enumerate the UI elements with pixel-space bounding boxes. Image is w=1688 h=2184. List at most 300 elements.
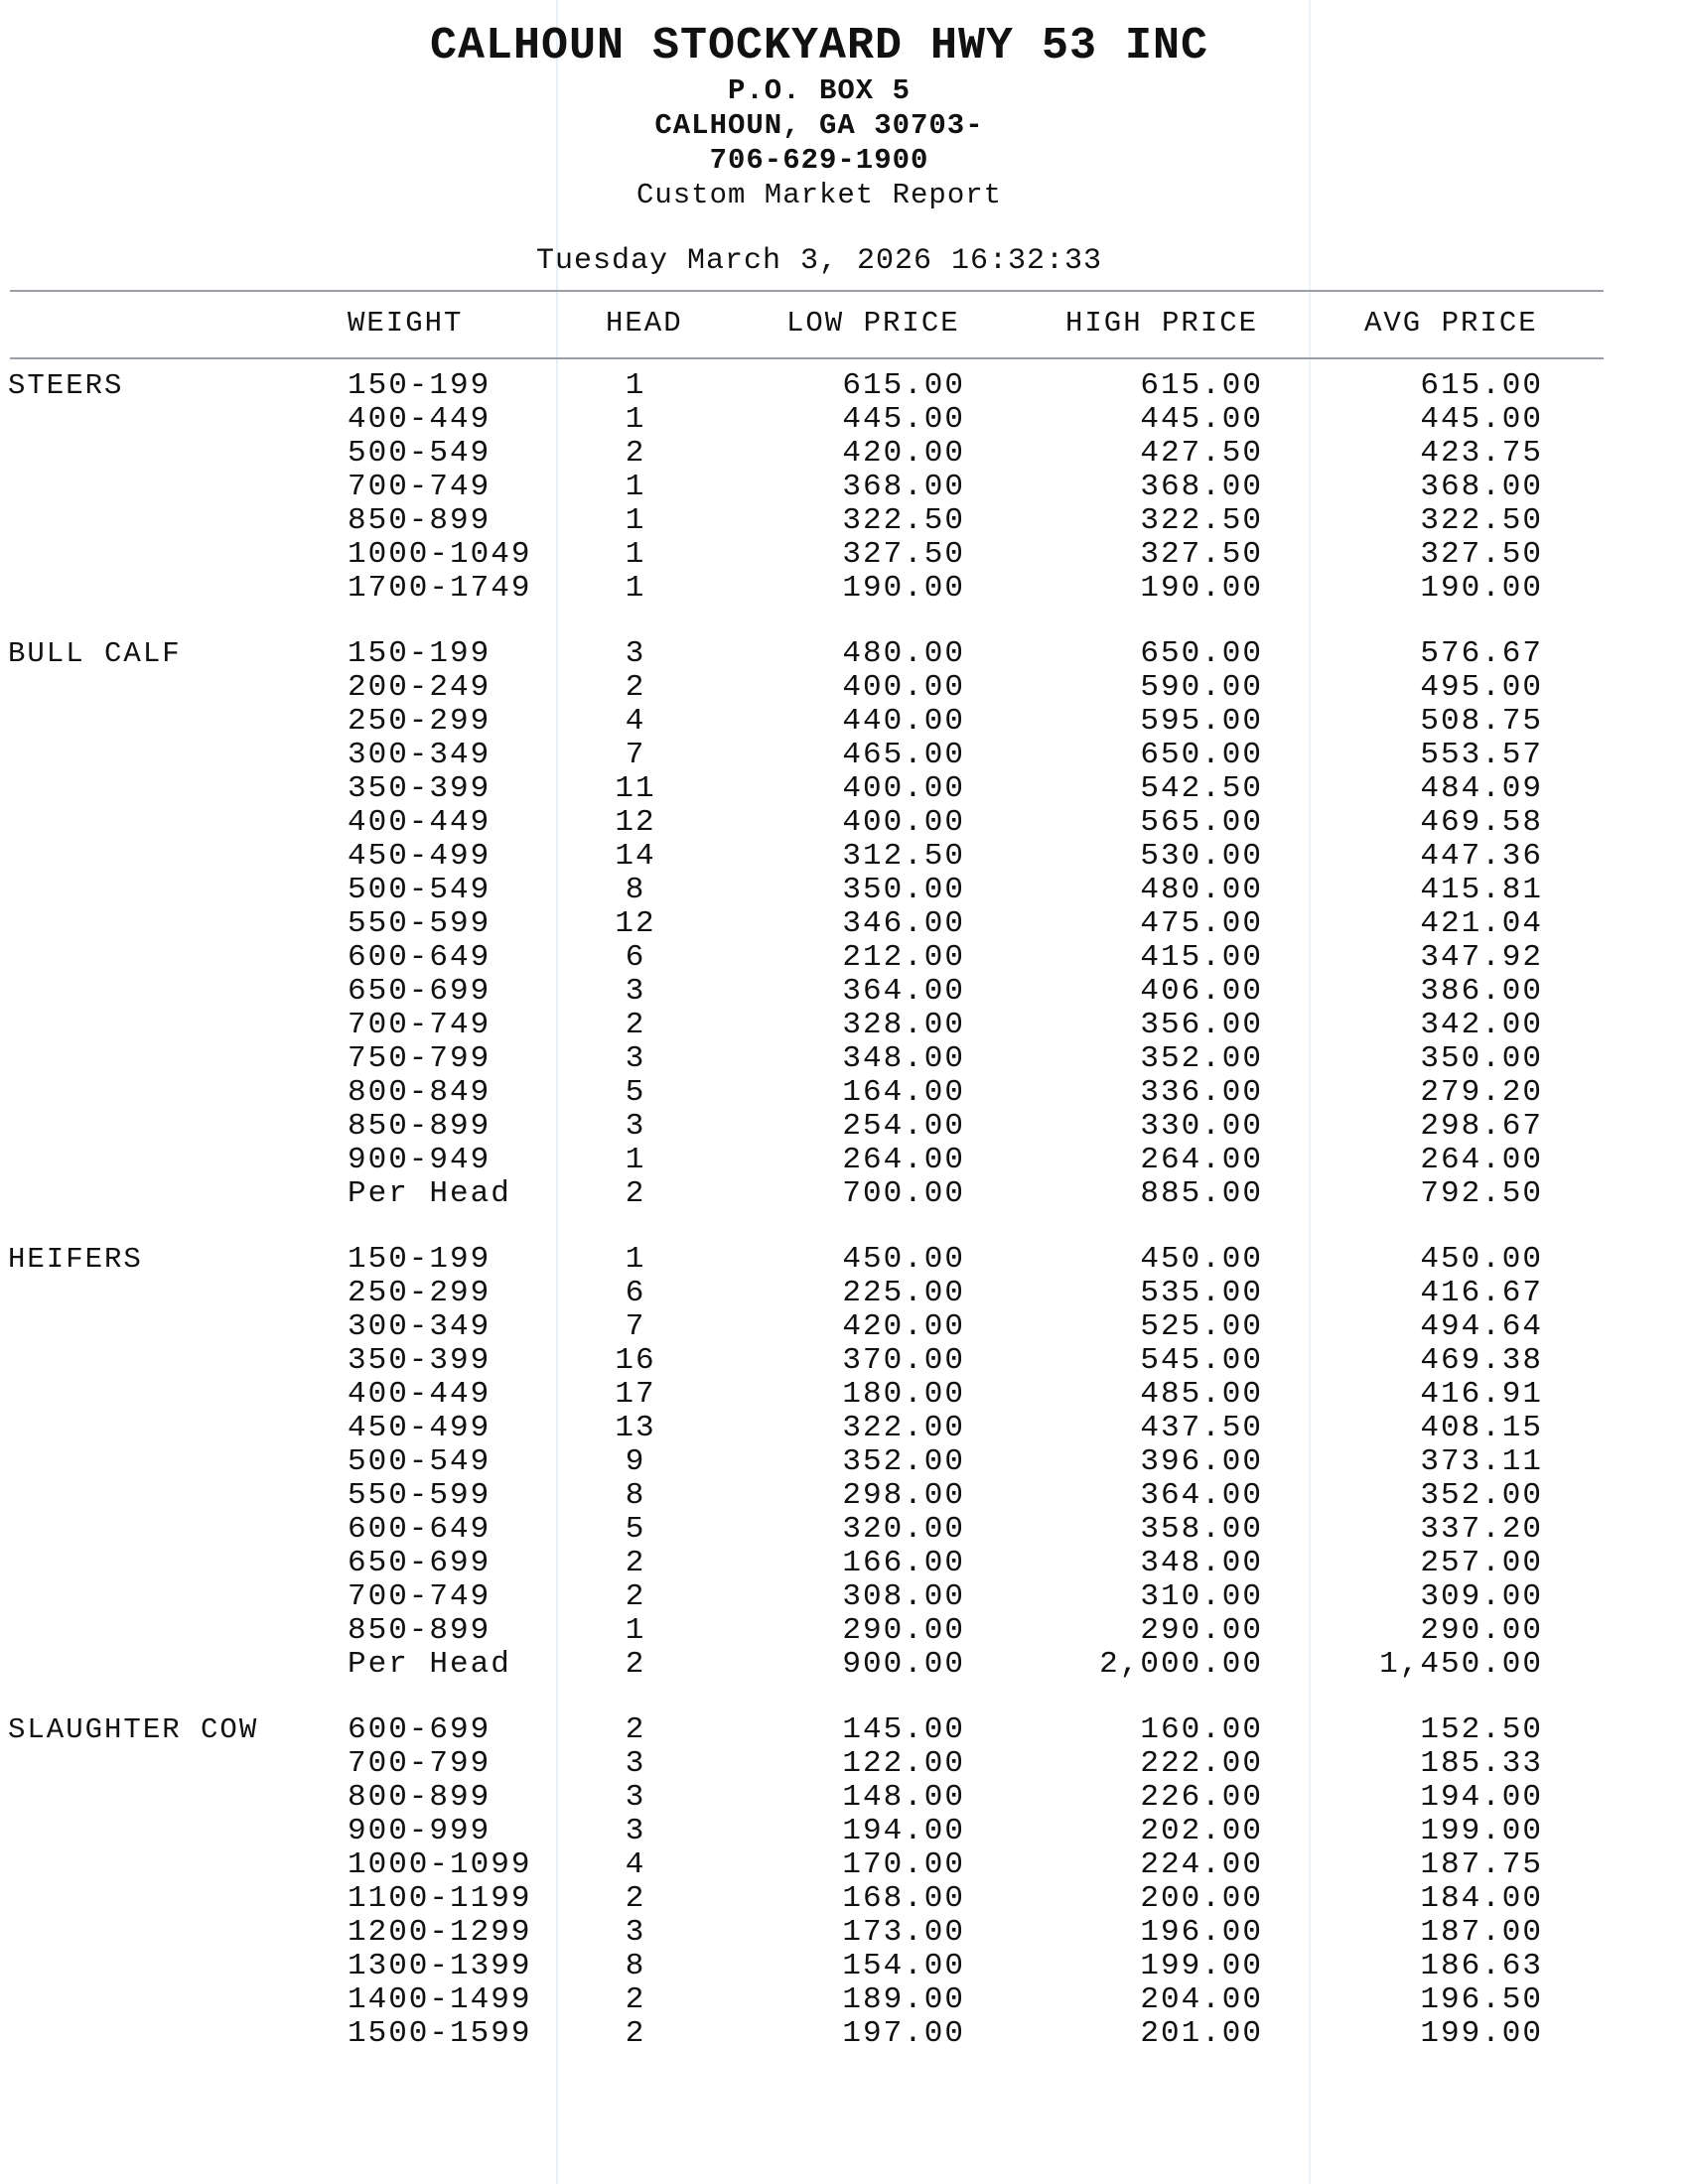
weight-cell: 600-699 [348,1712,492,1747]
table-row [0,941,1688,975]
weight-cell: 700-749 [348,470,492,504]
avg-price-cell: 373.11 [1420,1444,1543,1479]
section-label: SLAUGHTER COW [8,1713,259,1746]
high-price-cell: 310.00 [1140,1579,1263,1614]
table-row [0,1648,1688,1682]
table-row [0,1713,1688,1747]
weight-cell: 200-249 [348,670,492,705]
low-price-cell: 225.00 [842,1276,965,1310]
weight-cell: 450-499 [348,839,492,874]
table-row [0,1378,1688,1412]
low-price-cell: 212.00 [842,940,965,975]
head-cell: 3 [625,974,646,1009]
high-price-cell: 202.00 [1140,1814,1263,1848]
high-price-cell: 264.00 [1140,1143,1263,1177]
weight-cell: 750-799 [348,1041,492,1076]
low-price-cell: 322.00 [842,1411,965,1445]
table-row [0,1916,1688,1950]
section-heifers [0,1243,1688,1682]
head-cell: 1 [625,571,646,606]
table-row [0,1747,1688,1781]
weight-cell: 450-499 [348,1411,492,1445]
high-price-cell: 615.00 [1140,368,1263,403]
table-row [0,1950,1688,1983]
table-row [0,1445,1688,1479]
avg-price-cell: 484.09 [1420,771,1543,806]
weight-cell: 1000-1049 [348,537,532,572]
low-price-cell: 168.00 [842,1881,965,1916]
weight-cell: Per Head [348,1176,511,1211]
low-price-cell: 264.00 [842,1143,965,1177]
weight-cell: 150-199 [348,1242,492,1277]
avg-price-cell: 415.81 [1420,873,1543,907]
avg-price-cell: 368.00 [1420,470,1543,504]
weight-cell: 1000-1099 [348,1847,532,1882]
head-cell: 6 [625,940,646,975]
table-row [0,1310,1688,1344]
low-price-cell: 480.00 [842,636,965,671]
high-price-cell: 364.00 [1140,1478,1263,1513]
high-price-cell: 396.00 [1140,1444,1263,1479]
head-cell: 6 [625,1276,646,1310]
avg-price-cell: 494.64 [1420,1309,1543,1344]
high-price-cell: 356.00 [1140,1008,1263,1042]
high-price-cell: 201.00 [1140,2016,1263,2051]
avg-price-cell: 185.33 [1420,1746,1543,1781]
weight-cell: 550-599 [348,1478,492,1513]
table-row [0,907,1688,941]
avg-price-cell: 199.00 [1420,2016,1543,2051]
table-row [0,1076,1688,1110]
column-header-weight: WEIGHT [348,307,464,340]
head-cell: 1 [625,470,646,504]
head-cell: 7 [625,1309,646,1344]
head-cell: 17 [615,1377,656,1412]
head-cell: 3 [625,636,646,671]
low-price-cell: 154.00 [842,1949,965,1983]
high-price-cell: 565.00 [1140,805,1263,840]
head-cell: 2 [625,436,646,471]
low-price-cell: 445.00 [842,402,965,437]
avg-price-cell: 1,450.00 [1379,1647,1543,1682]
weight-cell: 700-749 [348,1008,492,1042]
low-price-cell: 308.00 [842,1579,965,1614]
header-rule-bottom [10,357,1604,359]
low-price-cell: 700.00 [842,1176,965,1211]
low-price-cell: 327.50 [842,537,965,572]
avg-price-cell: 445.00 [1420,402,1543,437]
weight-cell: 1200-1299 [348,1915,532,1950]
weight-cell: 600-649 [348,1512,492,1547]
weight-cell: 1100-1199 [348,1881,532,1916]
low-price-cell: 164.00 [842,1075,965,1110]
weight-cell: 500-549 [348,1444,492,1479]
high-price-cell: 190.00 [1140,571,1263,606]
weight-cell: 700-749 [348,1579,492,1614]
table-row [0,1781,1688,1815]
low-price-cell: 465.00 [842,738,965,772]
head-cell: 4 [625,704,646,739]
high-price-cell: 368.00 [1140,470,1263,504]
high-price-cell: 224.00 [1140,1847,1263,1882]
table-row [0,874,1688,907]
table-row [0,1614,1688,1648]
high-price-cell: 480.00 [1140,873,1263,907]
section-label: STEERS [8,369,124,402]
table-row [0,403,1688,437]
high-price-cell: 336.00 [1140,1075,1263,1110]
avg-price-cell: 196.50 [1420,1982,1543,2017]
low-price-cell: 364.00 [842,974,965,1009]
head-cell: 14 [615,839,656,874]
head-cell: 8 [625,873,646,907]
high-price-cell: 650.00 [1140,636,1263,671]
head-cell: 5 [625,1075,646,1110]
high-price-cell: 445.00 [1140,402,1263,437]
head-cell: 12 [615,805,656,840]
avg-price-cell: 309.00 [1420,1579,1543,1614]
table-row [0,806,1688,840]
low-price-cell: 322.50 [842,503,965,538]
high-price-cell: 595.00 [1140,704,1263,739]
high-price-cell: 358.00 [1140,1512,1263,1547]
low-price-cell: 298.00 [842,1478,965,1513]
weight-cell: 350-399 [348,771,492,806]
avg-price-cell: 257.00 [1420,1546,1543,1580]
weight-cell: 1300-1399 [348,1949,532,1983]
weight-cell: 500-549 [348,873,492,907]
high-price-cell: 196.00 [1140,1915,1263,1950]
low-price-cell: 368.00 [842,470,965,504]
high-price-cell: 437.50 [1140,1411,1263,1445]
avg-price-cell: 469.58 [1420,805,1543,840]
head-cell: 1 [625,368,646,403]
head-cell: 5 [625,1512,646,1547]
weight-cell: 300-349 [348,1309,492,1344]
high-price-cell: 322.50 [1140,503,1263,538]
avg-price-cell: 152.50 [1420,1712,1543,1747]
head-cell: 2 [625,1881,646,1916]
weight-cell: 550-599 [348,906,492,941]
avg-price-cell: 352.00 [1420,1478,1543,1513]
table-row [0,1580,1688,1614]
avg-price-cell: 184.00 [1420,1881,1543,1916]
report-title: Custom Market Report [635,179,1003,211]
city-state-zip: CALHOUN, GA 30703- [654,109,984,142]
weight-cell: 800-899 [348,1780,492,1815]
report-datetime: Tuesday March 3, 2026 16:32:33 [535,244,1103,278]
avg-price-cell: 423.75 [1420,436,1543,471]
weight-cell: 850-899 [348,503,492,538]
head-cell: 3 [625,1780,646,1815]
low-price-cell: 189.00 [842,1982,965,2017]
low-price-cell: 170.00 [842,1847,965,1882]
head-cell: 8 [625,1478,646,1513]
table-row [0,1344,1688,1378]
low-price-cell: 615.00 [842,368,965,403]
section-slaughter-cow [0,1713,1688,2051]
section-label: BULL CALF [8,637,182,670]
avg-price-cell: 416.67 [1420,1276,1543,1310]
low-price-cell: 370.00 [842,1343,965,1378]
head-cell: 1 [625,1143,646,1177]
high-price-cell: 352.00 [1140,1041,1263,1076]
avg-price-cell: 279.20 [1420,1075,1543,1110]
avg-price-cell: 187.75 [1420,1847,1543,1882]
table-row [0,1513,1688,1547]
table-row [0,975,1688,1009]
low-price-cell: 328.00 [842,1008,965,1042]
avg-price-cell: 342.00 [1420,1008,1543,1042]
weight-cell: 900-949 [348,1143,492,1177]
weight-cell: 1500-1599 [348,2016,532,2051]
head-cell: 3 [625,1041,646,1076]
table-row [0,1009,1688,1042]
weight-cell: 300-349 [348,738,492,772]
high-price-cell: 525.00 [1140,1309,1263,1344]
low-price-cell: 290.00 [842,1613,965,1648]
table-row [0,538,1688,572]
weight-cell: 600-649 [348,940,492,975]
head-cell: 12 [615,906,656,941]
report-header [0,20,1638,279]
avg-price-cell: 450.00 [1420,1242,1543,1277]
table-row [0,1547,1688,1580]
column-header-high-price: HIGH PRICE [1065,307,1259,340]
low-price-cell: 350.00 [842,873,965,907]
weight-cell: Per Head [348,1647,511,1682]
high-price-cell: 650.00 [1140,738,1263,772]
table-row [0,739,1688,772]
high-price-cell: 885.00 [1140,1176,1263,1211]
avg-price-cell: 408.15 [1420,1411,1543,1445]
low-price-cell: 320.00 [842,1512,965,1547]
head-cell: 2 [625,1647,646,1682]
high-price-cell: 590.00 [1140,670,1263,705]
high-price-cell: 427.50 [1140,436,1263,471]
weight-cell: 400-449 [348,805,492,840]
high-price-cell: 475.00 [1140,906,1263,941]
low-price-cell: 122.00 [842,1746,965,1781]
high-price-cell: 535.00 [1140,1276,1263,1310]
table-row [0,1848,1688,1882]
header-rule-top [10,290,1604,292]
weight-cell: 700-799 [348,1746,492,1781]
head-cell: 9 [625,1444,646,1479]
head-cell: 2 [625,1546,646,1580]
avg-price-cell: 298.67 [1420,1109,1543,1144]
weight-cell: 900-999 [348,1814,492,1848]
section-label: HEIFERS [8,1243,143,1276]
high-price-cell: 2,000.00 [1099,1647,1263,1682]
low-price-cell: 197.00 [842,2016,965,2051]
table-row [0,1412,1688,1445]
weight-cell: 650-699 [348,1546,492,1580]
low-price-cell: 190.00 [842,571,965,606]
weight-cell: 850-899 [348,1109,492,1144]
avg-price-cell: 792.50 [1420,1176,1543,1211]
avg-price-cell: 495.00 [1420,670,1543,705]
head-cell: 2 [625,1982,646,2017]
weight-cell: 350-399 [348,1343,492,1378]
table-row [0,1815,1688,1848]
high-price-cell: 200.00 [1140,1881,1263,1916]
table-row [0,1243,1688,1277]
table-row [0,369,1688,403]
head-cell: 11 [615,771,656,806]
avg-price-cell: 508.75 [1420,704,1543,739]
table-row [0,1177,1688,1211]
head-cell: 1 [625,1242,646,1277]
low-price-cell: 352.00 [842,1444,965,1479]
low-price-cell: 400.00 [842,771,965,806]
avg-price-cell: 186.63 [1420,1949,1543,1983]
table-row [0,1277,1688,1310]
high-price-cell: 348.00 [1140,1546,1263,1580]
head-cell: 3 [625,1915,646,1950]
po-box: P.O. BOX 5 [727,74,912,107]
avg-price-cell: 469.38 [1420,1343,1543,1378]
high-price-cell: 406.00 [1140,974,1263,1009]
avg-price-cell: 290.00 [1420,1613,1543,1648]
avg-price-cell: 553.57 [1420,738,1543,772]
low-price-cell: 420.00 [842,436,965,471]
high-price-cell: 450.00 [1140,1242,1263,1277]
section-steers [0,369,1688,606]
table-row [0,637,1688,671]
avg-price-cell: 347.92 [1420,940,1543,975]
head-cell: 1 [625,402,646,437]
table-row [0,671,1688,705]
high-price-cell: 290.00 [1140,1613,1263,1648]
table-row [0,840,1688,874]
head-cell: 7 [625,738,646,772]
head-cell: 2 [625,1712,646,1747]
head-cell: 4 [625,1847,646,1882]
weight-cell: 500-549 [348,436,492,471]
phone-number: 706-629-1900 [709,144,929,177]
weight-cell: 1700-1749 [348,571,532,606]
head-cell: 3 [625,1109,646,1144]
weight-cell: 250-299 [348,704,492,739]
head-cell: 2 [625,1176,646,1211]
low-price-cell: 180.00 [842,1377,965,1412]
avg-price-cell: 194.00 [1420,1780,1543,1815]
table-row [0,572,1688,606]
head-cell: 2 [625,1579,646,1614]
head-cell: 13 [615,1411,656,1445]
high-price-cell: 530.00 [1140,839,1263,874]
head-cell: 8 [625,1949,646,1983]
low-price-cell: 348.00 [842,1041,965,1076]
avg-price-cell: 264.00 [1420,1143,1543,1177]
table-row [0,772,1688,806]
weight-cell: 400-449 [348,402,492,437]
section-bull-calf [0,637,1688,1211]
avg-price-cell: 199.00 [1420,1814,1543,1848]
head-cell: 16 [615,1343,656,1378]
low-price-cell: 450.00 [842,1242,965,1277]
avg-price-cell: 322.50 [1420,503,1543,538]
column-header-low-price: LOW PRICE [786,307,960,340]
high-price-cell: 415.00 [1140,940,1263,975]
avg-price-cell: 350.00 [1420,1041,1543,1076]
low-price-cell: 400.00 [842,805,965,840]
weight-cell: 250-299 [348,1276,492,1310]
weight-cell: 800-849 [348,1075,492,1110]
high-price-cell: 226.00 [1140,1780,1263,1815]
head-cell: 3 [625,1814,646,1848]
head-cell: 2 [625,670,646,705]
table-row [0,1144,1688,1177]
weight-cell: 400-449 [348,1377,492,1412]
market-table [0,369,1688,2083]
avg-price-cell: 447.36 [1420,839,1543,874]
table-row [0,705,1688,739]
low-price-cell: 312.50 [842,839,965,874]
high-price-cell: 545.00 [1140,1343,1263,1378]
low-price-cell: 254.00 [842,1109,965,1144]
avg-price-cell: 386.00 [1420,974,1543,1009]
low-price-cell: 173.00 [842,1915,965,1950]
avg-price-cell: 187.00 [1420,1915,1543,1950]
column-header-avg-price: AVG PRICE [1364,307,1538,340]
table-row [0,1882,1688,1916]
head-cell: 2 [625,1008,646,1042]
low-price-cell: 194.00 [842,1814,965,1848]
table-row [0,504,1688,538]
low-price-cell: 346.00 [842,906,965,941]
high-price-cell: 199.00 [1140,1949,1263,1983]
high-price-cell: 204.00 [1140,1982,1263,2017]
avg-price-cell: 421.04 [1420,906,1543,941]
table-row [0,471,1688,504]
low-price-cell: 440.00 [842,704,965,739]
high-price-cell: 222.00 [1140,1746,1263,1781]
weight-cell: 650-699 [348,974,492,1009]
low-price-cell: 420.00 [842,1309,965,1344]
weight-cell: 150-199 [348,636,492,671]
weight-cell: 850-899 [348,1613,492,1648]
low-price-cell: 148.00 [842,1780,965,1815]
head-cell: 3 [625,1746,646,1781]
avg-price-cell: 327.50 [1420,537,1543,572]
high-price-cell: 160.00 [1140,1712,1263,1747]
avg-price-cell: 337.20 [1420,1512,1543,1547]
low-price-cell: 400.00 [842,670,965,705]
avg-price-cell: 576.67 [1420,636,1543,671]
company-name: CALHOUN STOCKYARD HWY 53 INC [429,21,1209,71]
weight-cell: 1400-1499 [348,1982,532,2017]
head-cell: 1 [625,503,646,538]
high-price-cell: 330.00 [1140,1109,1263,1144]
table-row [0,1110,1688,1144]
high-price-cell: 542.50 [1140,771,1263,806]
table-row [0,1983,1688,2017]
table-row [0,437,1688,471]
table-row [0,1479,1688,1513]
high-price-cell: 485.00 [1140,1377,1263,1412]
table-row [0,2017,1688,2051]
table-row [0,1042,1688,1076]
low-price-cell: 166.00 [842,1546,965,1580]
weight-cell: 150-199 [348,368,492,403]
avg-price-cell: 190.00 [1420,571,1543,606]
avg-price-cell: 615.00 [1420,368,1543,403]
low-price-cell: 900.00 [842,1647,965,1682]
head-cell: 1 [625,1613,646,1648]
head-cell: 2 [625,2016,646,2051]
